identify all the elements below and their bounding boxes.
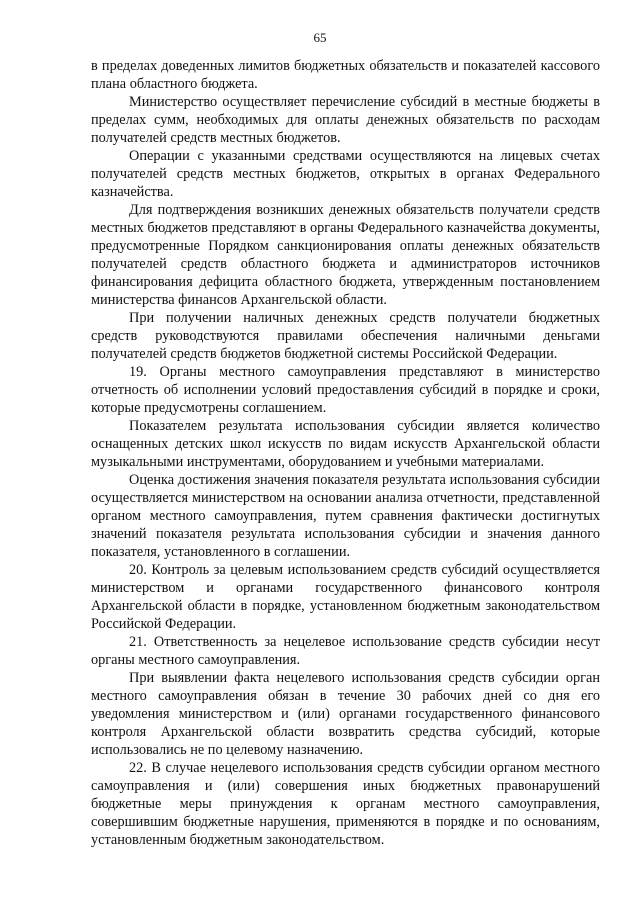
page-number: 65 — [313, 30, 327, 45]
paragraph: При выявлении факта нецелевого использования средств субсидии орган местного самоуправления обязан в течение 30 рабочих дней со дня его уведомления министерством и (или) органами государственного финансового контроля Архангельской области возвратить средства субсидий, которые использовались не по целевому назначению. — [91, 670, 600, 758]
document-body — [91, 57, 600, 849]
paragraph: Для подтверждения возникших денежных обязательств получатели средств местных бюджетов представляют в органы Федерального казначейства документы, предусмотренные Порядком санкционирования оплаты денежных обязательств получателей средств областного бюджета и администраторов источников финансирования дефицита областного бюджета, утвержденным постановлением министерства финансов Архангельской области. — [91, 202, 600, 308]
paragraph: Показателем результата использования субсидии является количество оснащенных детских школ искусств по видам искусств Архангельской области музыкальными инструментами, оборудованием и учебными материалами. — [91, 418, 600, 470]
paragraph-item-19: 19. Органы местного самоуправления представляют в министерство отчетность об исполнении условий предоставления субсидий в порядке и сроки, которые предусмотрены соглашением. — [91, 364, 600, 416]
paragraph-item-21: 21. Ответственность за нецелевое использование средств субсидии несут органы местного самоуправления. — [91, 634, 600, 668]
paragraph-continuation: в пределах доведенных лимитов бюджетных обязательств и показателей кассового плана областного бюджета. — [91, 58, 600, 92]
paragraph-item-20: 20. Контроль за целевым использованием средств субсидий осуществляется министерством и органами государственного финансового контроля Архангельской области в порядке, установленном бюджетным законодательством Российской Федерации. — [91, 562, 600, 632]
paragraph: Операции с указанными средствами осуществляются на лицевых счетах получателей средств местных бюджетов, открытых в органах Федерального казначейства. — [91, 148, 600, 200]
paragraph-item-22: 22. В случае нецелевого использования средств субсидии органом местного самоуправления и (или) совершения иных бюджетных правонарушений бюджетные меры принуждения к органам местного самоуправления, совершившим бюджетные нарушения, применяются в порядке и по основаниям, установленным бюджетным законодательством. — [91, 760, 600, 848]
paragraph: Оценка достижения значения показателя результата использования субсидии осуществляется министерством на основании анализа отчетности, представленной органом местного самоуправления, путем сравнения фактически достигнутых значений показателя результата использования субсидии и значения данного показателя, установленного в соглашении. — [91, 472, 600, 560]
paragraph: При получении наличных денежных средств получатели бюджетных средств руководствуются правилами обеспечения наличными деньгами получателей средств бюджетов бюджетной системы Российской Федерации. — [91, 310, 600, 362]
paragraph: Министерство осуществляет перечисление субсидий в местные бюджеты в пределах сумм, необходимых для оплаты денежных обязательств по расходам получателей средств местных бюджетов. — [91, 94, 600, 146]
